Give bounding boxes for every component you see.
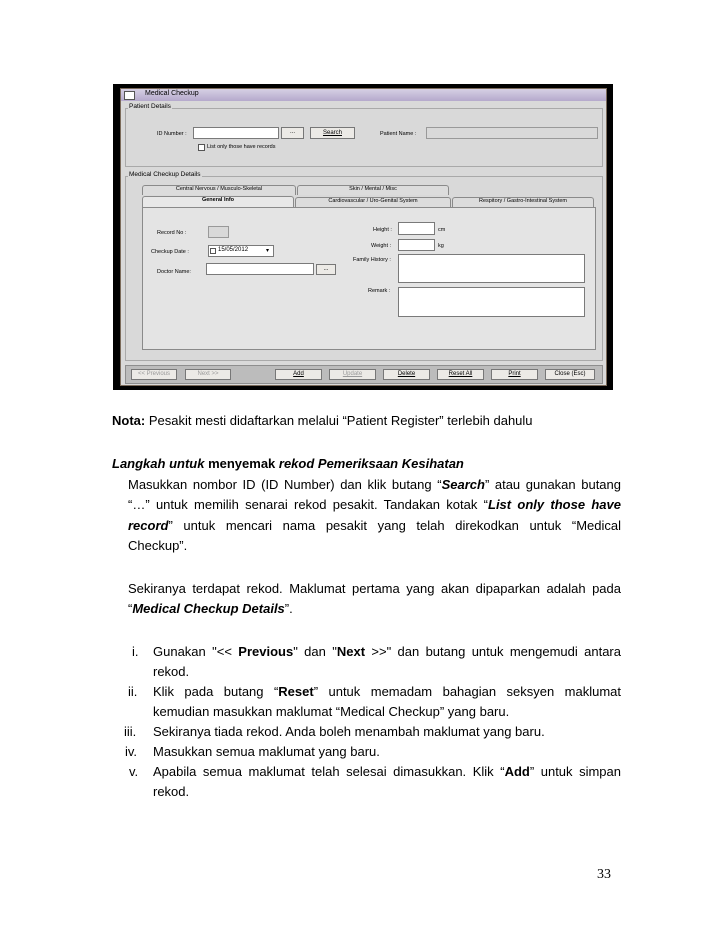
checkup-date-value: 15/05/2012 [218, 247, 249, 253]
text-span: ” atau gunakan butang [484, 477, 621, 492]
weight-label: Weight : [371, 243, 392, 249]
list-item-4: Masukkan semua maklumat yang baru. [153, 744, 380, 759]
next-button[interactable]: Next >> [185, 369, 231, 380]
window-title: Medical Checkup [145, 90, 199, 97]
list-item-5-line-2: rekod. [153, 784, 190, 799]
previous-term: Previous [238, 644, 294, 659]
next-term: Next [336, 644, 366, 659]
heading-part-2: menyemak [204, 456, 279, 471]
paragraph-2-line-2 [128, 601, 293, 617]
height-label: Height : [373, 227, 392, 233]
family-history-input[interactable] [398, 254, 585, 283]
checkup-date-picker[interactable] [208, 245, 274, 257]
patient-name-label: Patient Name : [380, 131, 417, 137]
patient-name-field [426, 127, 598, 139]
tab-cardiovascular[interactable]: Cardiovascular / Uro-Genital System [295, 197, 451, 207]
height-unit: cm [438, 227, 446, 233]
weight-input[interactable] [398, 239, 435, 251]
patient-details-title: Patient Details [129, 103, 171, 110]
list-num-3: iii. [124, 724, 137, 739]
paragraph-1-line-2 [128, 497, 621, 513]
note-line [112, 413, 533, 429]
note-label: Nota: [112, 413, 146, 428]
text-span: “ [128, 601, 133, 616]
text-span: ”. [284, 601, 293, 616]
record-term: record [128, 518, 169, 533]
list-only-checkbox[interactable] [198, 144, 205, 151]
window-titlebar [121, 89, 606, 101]
family-history-label: Family History : [353, 257, 391, 263]
remark-label: Remark : [368, 288, 391, 294]
list-item-2-line-2: kemudian masukkan maklumat “Medical Checkup” yang baru. [153, 704, 510, 719]
reset-all-button[interactable]: Reset All [437, 369, 484, 380]
list-num-2: ii. [128, 684, 138, 699]
medical-checkup-screenshot [113, 84, 613, 390]
text-span: " dan " [293, 644, 337, 659]
checkup-date-checkbox[interactable] [210, 248, 216, 254]
text-span: Masukkan nombor ID (ID Number) dan klik butang “ [128, 477, 442, 492]
list-item-5-line-1 [153, 764, 621, 780]
text-span: >>" dan butang untuk mengemudi antara [365, 644, 621, 659]
search-button[interactable]: Search [310, 127, 355, 139]
app-icon [124, 91, 135, 100]
tab-central-nervous[interactable]: Central Nervous / Musculo-Skeletal [142, 185, 296, 195]
search-term: Search [441, 477, 485, 492]
bottom-toolbar [125, 365, 603, 384]
list-item-2-line-1 [153, 684, 621, 700]
checkup-details-term: Medical Checkup Details [132, 601, 285, 616]
text-span: ” untuk mencari nama pesakit yang telah direkodkan untuk “Medical [168, 518, 621, 533]
reset-term: Reset [278, 684, 314, 699]
id-number-label: ID Number : [157, 131, 187, 137]
tab-respitory[interactable]: Respitory / Gastro-Intestinal System [452, 197, 594, 207]
checkup-details-title: Medical Checkup Details [129, 171, 201, 178]
paragraph-2-line-1: Sekiranya terdapat rekod. Maklumat pertama yang akan dipaparkan adalah pada [128, 581, 621, 596]
add-term: Add [504, 764, 530, 779]
paragraph-1-line-4: Checkup”. [128, 538, 188, 553]
heading-part-3: rekod Pemeriksaan Kesihatan [278, 456, 464, 471]
previous-button[interactable]: << Previous [131, 369, 177, 380]
list-item-3: Sekiranya tiada rekod. Anda boleh menambah maklumat yang baru. [153, 724, 545, 739]
height-input[interactable] [398, 222, 435, 235]
note-text: Pesakit mesti didaftarkan melalui “Patient Register” terlebih dahulu [145, 413, 533, 428]
list-num-4: iv. [125, 744, 138, 759]
id-browse-button[interactable]: ... [281, 127, 304, 139]
text-span: Gunakan "<< [153, 644, 239, 659]
checkup-date-label: Checkup Date : [151, 249, 189, 255]
list-item-1-line-2: rekod. [153, 664, 190, 679]
doctor-name-label: Doctor Name: [157, 269, 191, 275]
section-heading [112, 456, 464, 472]
weight-unit: kg [438, 243, 444, 249]
list-item-1-line-1 [153, 644, 621, 660]
text-span: ” untuk simpan [529, 764, 621, 779]
chevron-down-icon[interactable]: ▾ [266, 248, 270, 254]
add-button[interactable]: Add [275, 369, 322, 380]
paragraph-1-line-3 [128, 518, 621, 534]
remark-input[interactable] [398, 287, 585, 317]
heading-part-1: Langkah untuk [112, 456, 205, 471]
doctor-name-input[interactable] [206, 263, 314, 275]
update-button[interactable]: Update [329, 369, 376, 380]
text-span: Klik pada butang “ [153, 684, 279, 699]
text-span: “…” untuk memilih senarai rekod pesakit. Tandakan kotak “ [128, 497, 488, 512]
close-button[interactable]: Close (Esc) [545, 369, 595, 380]
list-num-5: v. [129, 764, 139, 779]
record-no-label: Record No : [157, 230, 187, 236]
tab-general-info[interactable]: General Info [142, 196, 294, 207]
delete-button[interactable]: Delete [383, 369, 430, 380]
page-number: 33 [597, 867, 611, 882]
id-number-input[interactable] [193, 127, 279, 139]
paragraph-1-line-1 [128, 477, 621, 493]
print-button[interactable]: Print [491, 369, 538, 380]
text-span: Apabila semua maklumat telah selesai dimasukkan. Klik “ [153, 764, 505, 779]
medical-checkup-window [120, 88, 607, 386]
doctor-browse-button[interactable]: ... [316, 264, 336, 275]
list-only-label: List only those have records [207, 144, 276, 150]
list-only-term: List only those have [488, 497, 621, 512]
tab-skin-mental[interactable]: Skin / Mental / Misc [297, 185, 449, 195]
text-span: ” untuk memadam bahagian seksyen maklumat [313, 684, 622, 699]
record-no-field [208, 226, 229, 238]
list-num-1: i. [132, 644, 139, 659]
